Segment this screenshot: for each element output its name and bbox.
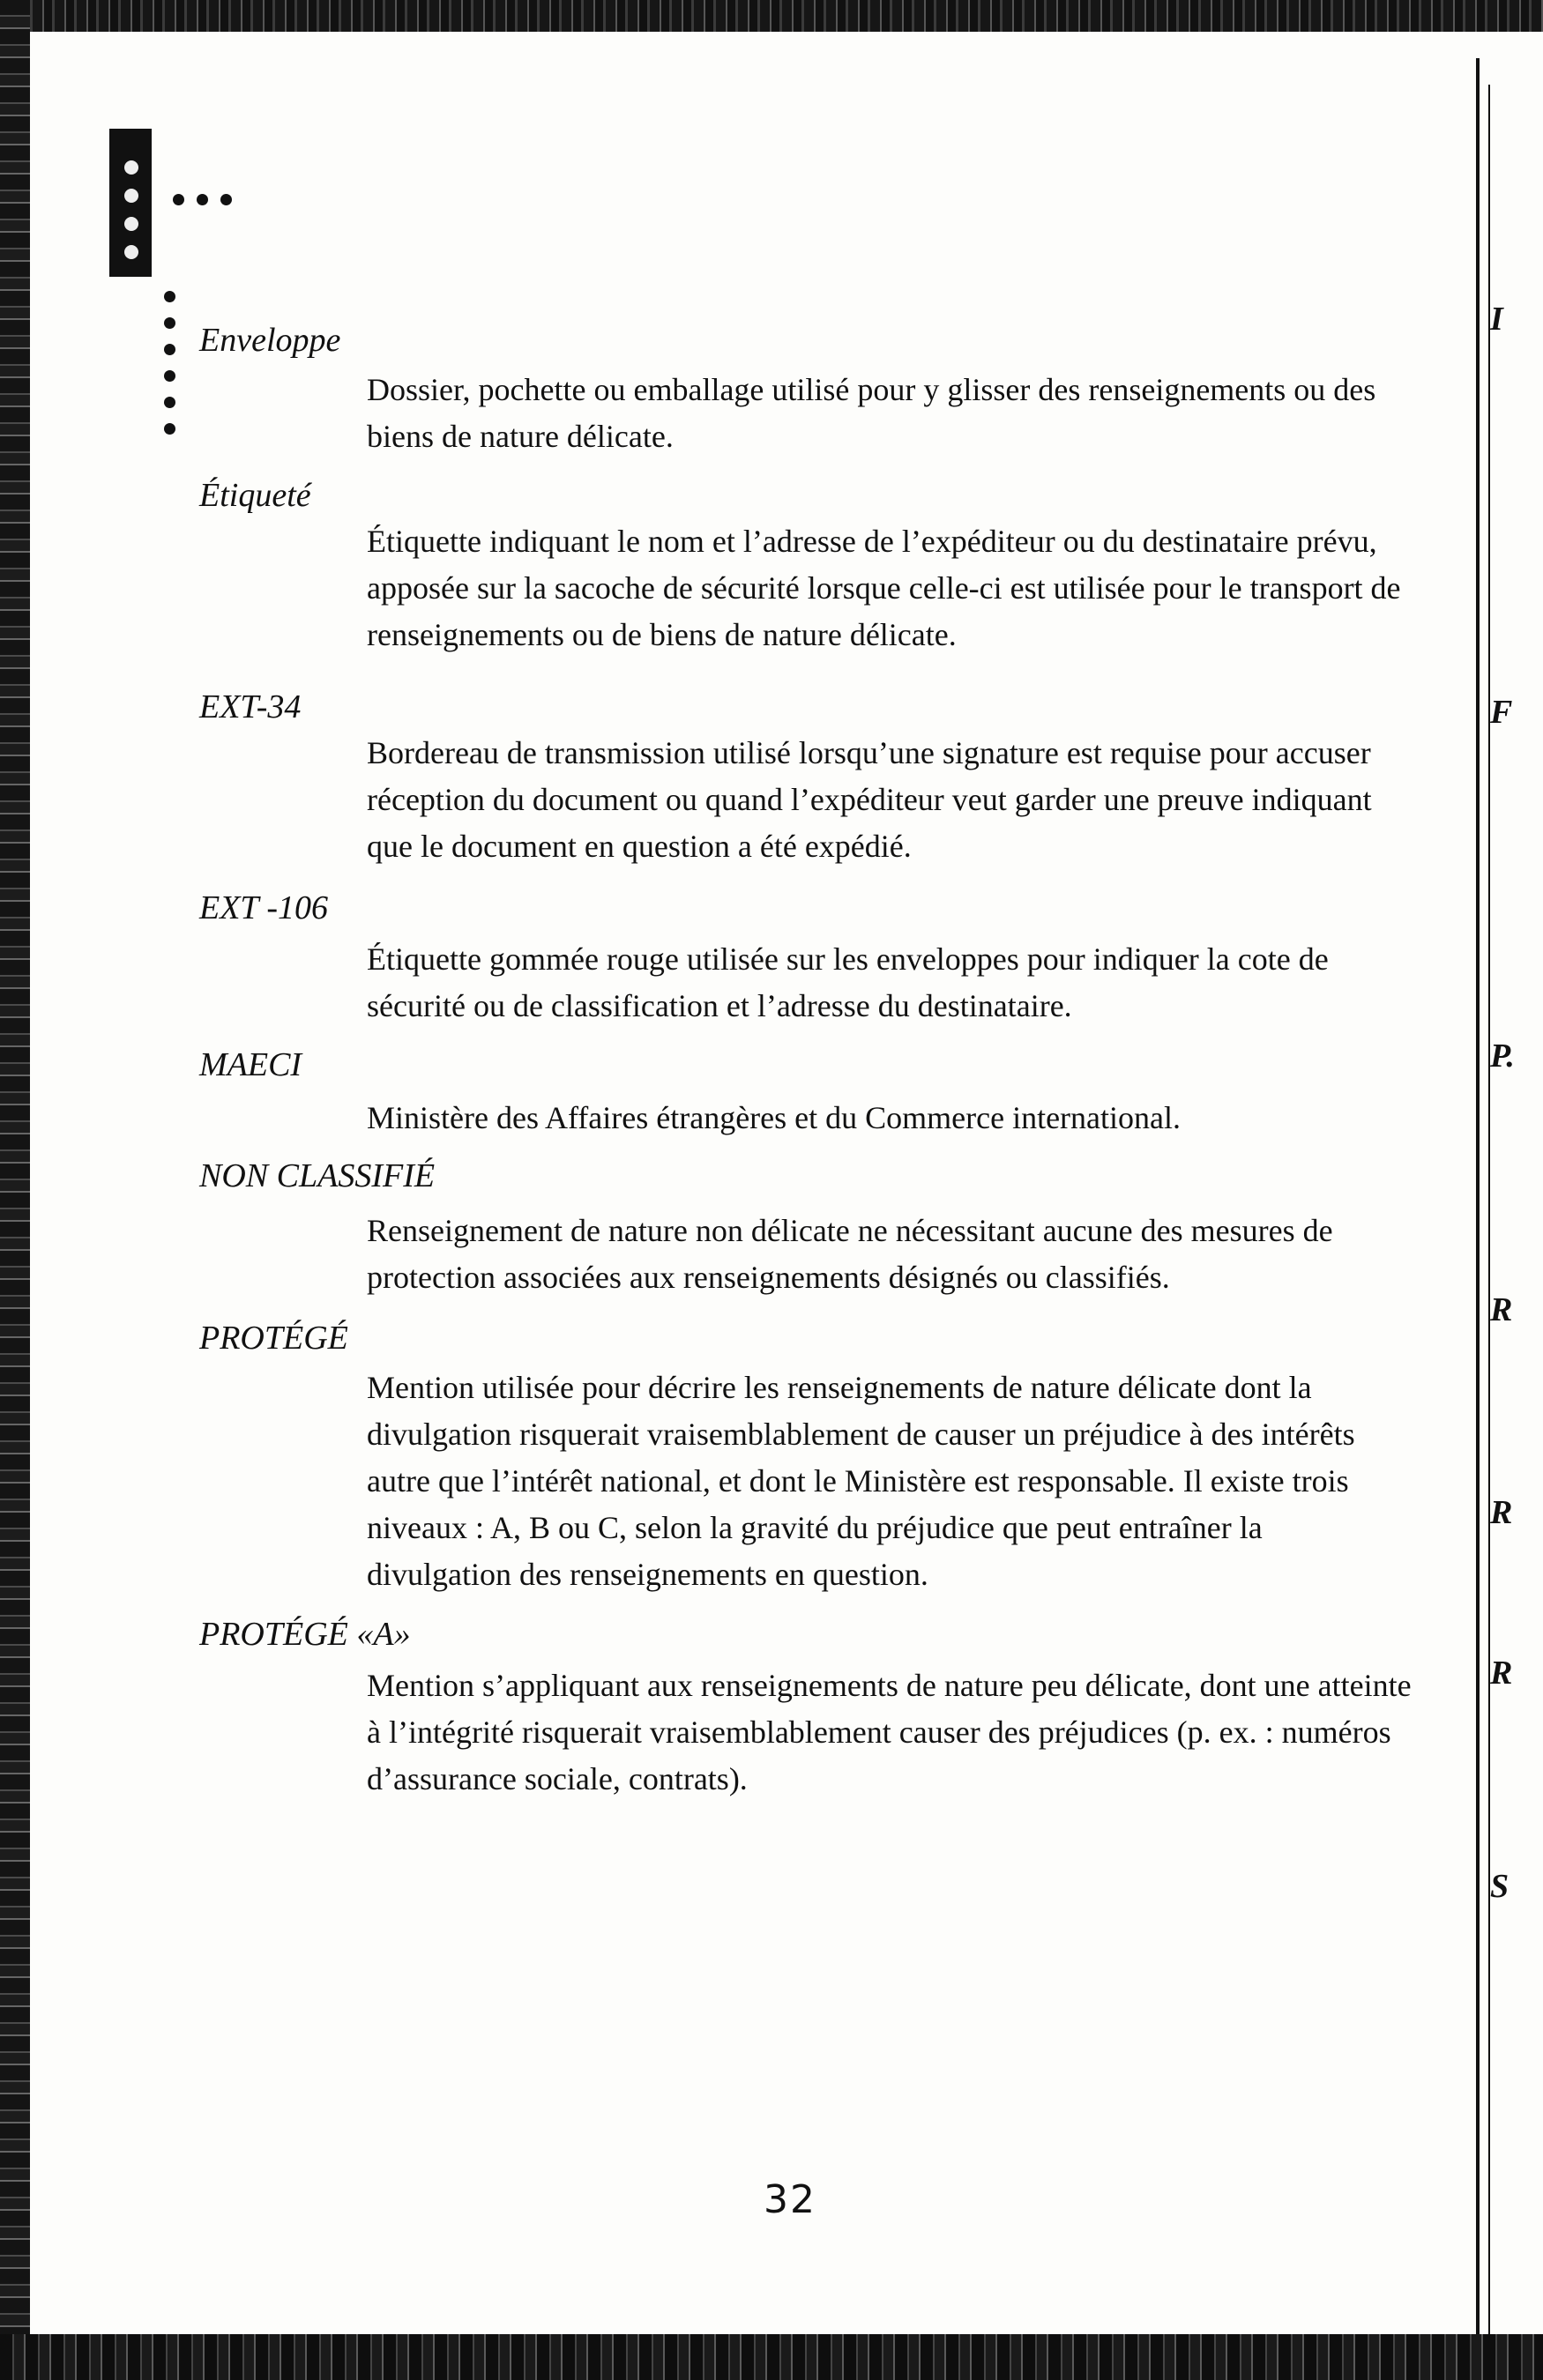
glossary-term: MAECI <box>199 1046 302 1083</box>
facing-page-edge-letter: R <box>1490 1655 1513 1692</box>
glossary-definition: Dossier, pochette ou emballage utilisé pour y glisser des renseignements ou des biens de nature délicate. <box>367 372 1376 454</box>
facing-page-edge-letter: R <box>1490 1291 1513 1328</box>
glossary-term: EXT -106 <box>199 889 329 926</box>
glossary-definition: Renseignement de nature non délicate ne nécessitant aucune des mesures de protection associées aux renseignements désignés ou classifiés. <box>367 1213 1333 1295</box>
glossary-definition: Étiquette indiquant le nom et l’adresse de l’expéditeur ou du destinataire prévu, apposée sur la sacoche de sécurité lorsque celle-ci est utilisée pour le transport de renseignements ou de biens de nature délicate. <box>367 524 1401 652</box>
facing-page-edge-letter: R <box>1490 1494 1513 1531</box>
gutter-line <box>1476 58 1480 2341</box>
glossary-term: Enveloppe <box>199 322 341 359</box>
vertical-dots-icon <box>164 291 176 450</box>
page-number: 32 <box>764 2177 816 2222</box>
scan-border-top <box>0 0 1543 32</box>
glossary-definition: Étiquette gommée rouge utilisée sur les enveloppes pour indiquer la cote de sécurité ou de classification et l’adresse du destinataire. <box>367 941 1329 1023</box>
ellipsis-dots-icon <box>173 194 244 210</box>
scan-border-bottom <box>0 2334 1543 2380</box>
facing-page-edge-letter: P. <box>1490 1038 1515 1075</box>
glossary-term: NON CLASSIFIÉ <box>199 1157 436 1194</box>
glossary-term: PROTÉGÉ <box>199 1320 348 1357</box>
glossary-term: EXT-34 <box>199 688 302 725</box>
glossary-definition: Bordereau de transmission utilisé lorsqu’une signature est requise pour accuser réception du document ou quand l’expéditeur veut garder une preuve indiquant que le document en question a été expédié. <box>367 735 1372 864</box>
glossary-definition: Mention s’appliquant aux renseignements de nature peu délicate, dont une atteinte à l’intégrité risquerait vraisemblablement causer des préjudices (p. ex. : numéros d’assurance sociale, contrats). <box>367 1668 1412 1796</box>
facing-page-edge-letter: F <box>1490 694 1513 731</box>
glossary-definition: Mention utilisée pour décrire les renseignements de nature délicate dont la divulgation risquerait vraisemblablement de causer un préjudice à des intérêts autre que l’intérêt national, et dont le Ministère est responsable. Il existe trois niveaux : A, B ou C, selon la gravité du préjudice que peut entraîner la divulgation des renseignements en question. <box>367 1370 1355 1592</box>
glossary-term: Étiqueté <box>199 477 311 514</box>
glossary-term: PROTÉGÉ «A» <box>199 1616 411 1653</box>
gutter-line <box>1488 85 1490 2341</box>
facing-page-edge-letter: S <box>1490 1868 1509 1905</box>
scan-border-left <box>0 0 30 2380</box>
facing-page-edge-letter: I <box>1490 301 1503 338</box>
corner-dots-icon <box>109 129 152 277</box>
glossary-definition: Ministère des Affaires étrangères et du Commerce international. <box>367 1100 1181 1135</box>
